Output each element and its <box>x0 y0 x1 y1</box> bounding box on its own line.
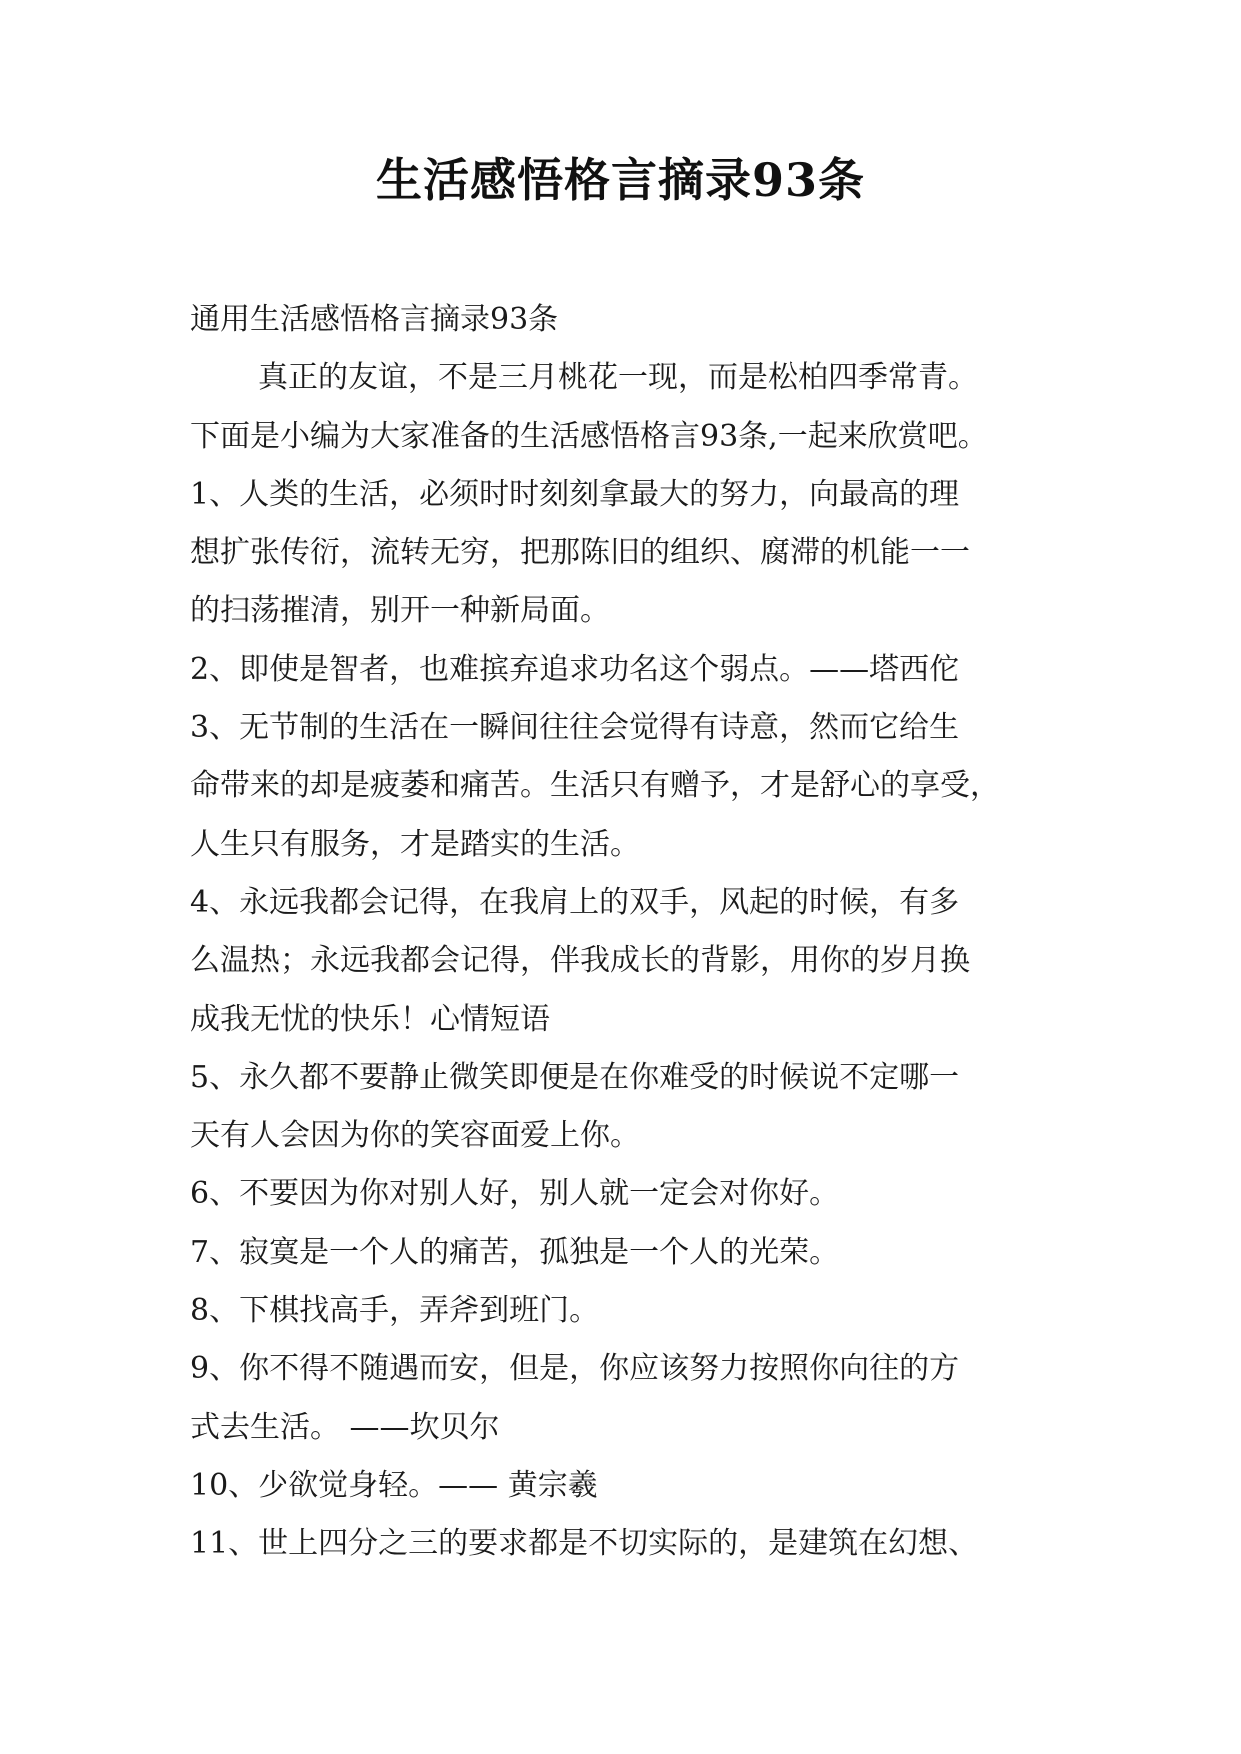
document-body <box>190 291 1070 1574</box>
quote-line: 8、下棋找高手，弄斧到班门。 <box>190 1293 600 1329</box>
quote-line: 9、你不得不随遇而安，但是，你应该努力按照你向往的方 <box>190 1351 960 1387</box>
intro-line: 真正的友谊，不是三月桃花一现，而是松柏四季常青。 <box>258 360 978 396</box>
quote-line: 式去生活。 ——坎贝尔 <box>190 1409 500 1445</box>
quote-line: 2、即使是智者，也难摈弃追求功名这个弱点。——塔西佗 <box>190 651 960 687</box>
quote-line: 7、寂寞是一个人的痛苦，孤独是一个人的光荣。 <box>190 1234 840 1270</box>
quote-line: 3、无节制的生活在一瞬间往往会觉得有诗意，然而它给生 <box>190 710 960 746</box>
quote-line: 成我无忧的快乐！心情短语 <box>190 1001 550 1037</box>
quote-line: 命带来的却是疲萎和痛苦。生活只有赠予，才是舒心的享受， <box>190 768 1000 804</box>
quote-line: 11、世上四分之三的要求都是不切实际的，是建筑在幻想、 <box>190 1526 979 1562</box>
quote-line: 的扫荡摧清，别开一种新局面。 <box>190 593 610 629</box>
subtitle-line: 通用生活感悟格言摘录93条 <box>190 302 559 337</box>
intro-line: 下面是小编为大家准备的生活感悟格言93条,一起来欣赏吧。 <box>190 418 988 454</box>
quote-line: 4、永远我都会记得，在我肩上的双手，风起的时候，有多 <box>190 884 960 920</box>
quote-line: 想扩张传衍，流转无穷，把那陈旧的组织、腐滞的机能一一 <box>190 535 970 571</box>
quote-line: 人生只有服务，才是踏实的生活。 <box>190 826 640 862</box>
quote-line: 么温热；永远我都会记得，伴我成长的背影，用你的岁月换 <box>190 943 970 979</box>
quote-line: 6、不要因为你对别人好，别人就一定会对你好。 <box>190 1176 840 1212</box>
quote-line: 5、永久都不要静止微笑即便是在你难受的时候说不定哪一 <box>190 1059 960 1095</box>
quote-line: 1、人类的生活，必须时时刻刻拿最大的努力，向最高的理 <box>190 476 960 512</box>
quote-line: 10、少欲觉身轻。—— 黄宗羲 <box>190 1467 598 1503</box>
document-title: 生活感悟格言摘录93条 <box>375 153 865 207</box>
quote-line: 天有人会因为你的笑容面爱上你。 <box>190 1118 640 1154</box>
